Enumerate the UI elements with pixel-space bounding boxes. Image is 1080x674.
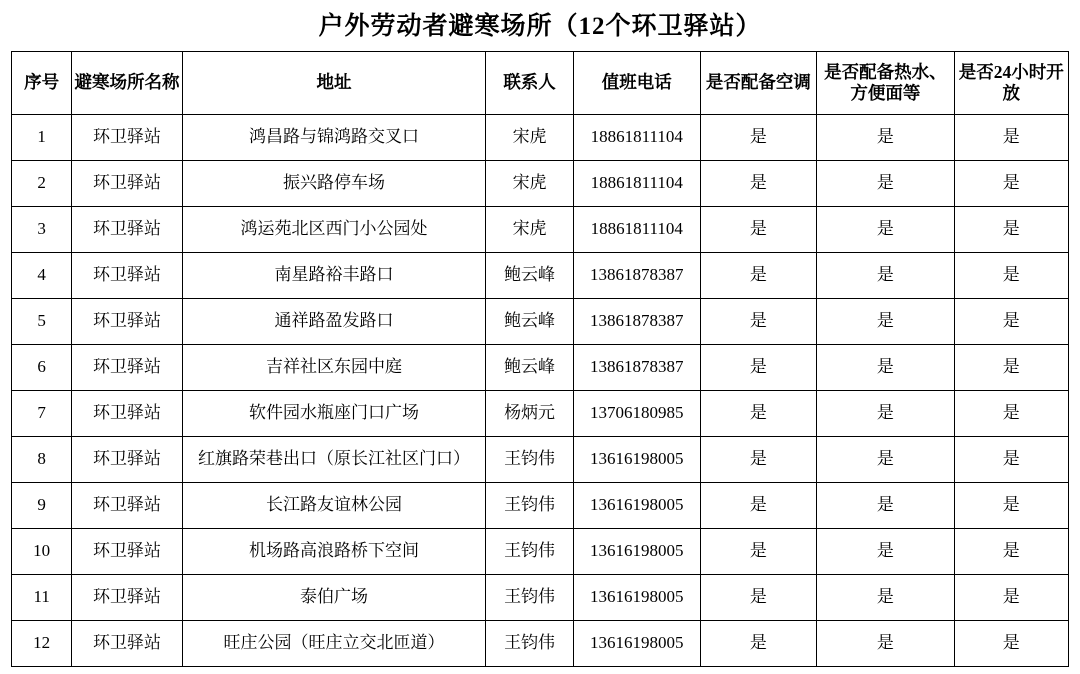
cell-index: 9 bbox=[12, 483, 72, 529]
cell-hot-water: 是 bbox=[817, 621, 954, 667]
cell-open-24h: 是 bbox=[954, 161, 1069, 207]
cell-phone: 13616198005 bbox=[573, 529, 700, 575]
cell-air-conditioning: 是 bbox=[700, 437, 817, 483]
table-header bbox=[12, 52, 1069, 115]
cell-address: 通祥路盈发路口 bbox=[182, 299, 486, 345]
cell-phone: 13706180985 bbox=[573, 391, 700, 437]
column-header-address: 地址 bbox=[182, 52, 486, 115]
cell-hot-water: 是 bbox=[817, 437, 954, 483]
cell-contact: 鲍云峰 bbox=[486, 299, 573, 345]
cell-air-conditioning: 是 bbox=[700, 345, 817, 391]
cell-contact: 宋虎 bbox=[486, 161, 573, 207]
cell-air-conditioning: 是 bbox=[700, 621, 817, 667]
cell-hot-water: 是 bbox=[817, 483, 954, 529]
cell-name: 环卫驿站 bbox=[72, 391, 182, 437]
table-body bbox=[12, 115, 1069, 667]
cell-contact: 宋虎 bbox=[486, 115, 573, 161]
column-header-index: 序号 bbox=[12, 52, 72, 115]
cell-open-24h: 是 bbox=[954, 299, 1069, 345]
table-row bbox=[12, 529, 1069, 575]
cell-index: 1 bbox=[12, 115, 72, 161]
cell-address: 鸿运苑北区西门小公园处 bbox=[182, 207, 486, 253]
cell-contact: 王钧伟 bbox=[486, 575, 573, 621]
cell-name: 环卫驿站 bbox=[72, 115, 182, 161]
table-row bbox=[12, 207, 1069, 253]
cell-name: 环卫驿站 bbox=[72, 529, 182, 575]
table-row bbox=[12, 483, 1069, 529]
cell-name: 环卫驿站 bbox=[72, 253, 182, 299]
table-header-row bbox=[12, 52, 1069, 115]
cell-hot-water: 是 bbox=[817, 253, 954, 299]
shelter-locations-table bbox=[11, 51, 1069, 667]
table-row bbox=[12, 161, 1069, 207]
cell-air-conditioning: 是 bbox=[700, 575, 817, 621]
cell-index: 2 bbox=[12, 161, 72, 207]
cell-address: 软件园水瓶座门口广场 bbox=[182, 391, 486, 437]
cell-index: 12 bbox=[12, 621, 72, 667]
cell-phone: 13616198005 bbox=[573, 575, 700, 621]
table-row bbox=[12, 621, 1069, 667]
cell-contact: 王钧伟 bbox=[486, 483, 573, 529]
cell-contact: 王钧伟 bbox=[486, 437, 573, 483]
cell-address: 南星路裕丰路口 bbox=[182, 253, 486, 299]
column-header-name: 避寒场所名称 bbox=[72, 52, 182, 115]
cell-open-24h: 是 bbox=[954, 115, 1069, 161]
table-row bbox=[12, 575, 1069, 621]
page-title: 户外劳动者避寒场所（12个环卫驿站） bbox=[318, 13, 762, 40]
table-row bbox=[12, 437, 1069, 483]
cell-contact: 杨炳元 bbox=[486, 391, 573, 437]
cell-address: 旺庄公园（旺庄立交北匝道） bbox=[182, 621, 486, 667]
cell-air-conditioning: 是 bbox=[700, 253, 817, 299]
cell-name: 环卫驿站 bbox=[72, 621, 182, 667]
cell-address: 振兴路停车场 bbox=[182, 161, 486, 207]
cell-contact: 宋虎 bbox=[486, 207, 573, 253]
cell-phone: 13861878387 bbox=[573, 253, 700, 299]
cell-open-24h: 是 bbox=[954, 253, 1069, 299]
cell-air-conditioning: 是 bbox=[700, 529, 817, 575]
cell-index: 7 bbox=[12, 391, 72, 437]
cell-index: 10 bbox=[12, 529, 72, 575]
column-header-hot-water: 是否配备热水、方便面等 bbox=[817, 52, 954, 115]
cell-index: 11 bbox=[12, 575, 72, 621]
table-row bbox=[12, 391, 1069, 437]
cell-phone: 13861878387 bbox=[573, 299, 700, 345]
cell-air-conditioning: 是 bbox=[700, 207, 817, 253]
cell-hot-water: 是 bbox=[817, 115, 954, 161]
cell-hot-water: 是 bbox=[817, 575, 954, 621]
cell-hot-water: 是 bbox=[817, 391, 954, 437]
cell-index: 6 bbox=[12, 345, 72, 391]
cell-hot-water: 是 bbox=[817, 529, 954, 575]
cell-phone: 13861878387 bbox=[573, 345, 700, 391]
column-header-open-24h: 是否24小时开放 bbox=[954, 52, 1069, 115]
column-header-air-conditioning: 是否配备空调 bbox=[700, 52, 817, 115]
cell-name: 环卫驿站 bbox=[72, 345, 182, 391]
cell-phone: 18861811104 bbox=[573, 207, 700, 253]
cell-name: 环卫驿站 bbox=[72, 207, 182, 253]
cell-hot-water: 是 bbox=[817, 161, 954, 207]
cell-air-conditioning: 是 bbox=[700, 161, 817, 207]
table-row bbox=[12, 115, 1069, 161]
table-row bbox=[12, 253, 1069, 299]
column-header-contact: 联系人 bbox=[486, 52, 573, 115]
cell-air-conditioning: 是 bbox=[700, 483, 817, 529]
cell-name: 环卫驿站 bbox=[72, 483, 182, 529]
cell-air-conditioning: 是 bbox=[700, 299, 817, 345]
cell-open-24h: 是 bbox=[954, 345, 1069, 391]
cell-name: 环卫驿站 bbox=[72, 437, 182, 483]
cell-address: 泰伯广场 bbox=[182, 575, 486, 621]
cell-name: 环卫驿站 bbox=[72, 575, 182, 621]
table-row bbox=[12, 299, 1069, 345]
cell-name: 环卫驿站 bbox=[72, 299, 182, 345]
cell-phone: 18861811104 bbox=[573, 161, 700, 207]
cell-index: 8 bbox=[12, 437, 72, 483]
cell-open-24h: 是 bbox=[954, 391, 1069, 437]
cell-contact: 鲍云峰 bbox=[486, 345, 573, 391]
cell-open-24h: 是 bbox=[954, 621, 1069, 667]
cell-phone: 13616198005 bbox=[573, 437, 700, 483]
cell-address: 红旗路荣巷出口（原长江社区门口） bbox=[182, 437, 486, 483]
cell-phone: 18861811104 bbox=[573, 115, 700, 161]
cell-open-24h: 是 bbox=[954, 437, 1069, 483]
cell-phone: 13616198005 bbox=[573, 483, 700, 529]
cell-index: 4 bbox=[12, 253, 72, 299]
cell-open-24h: 是 bbox=[954, 207, 1069, 253]
cell-contact: 王钧伟 bbox=[486, 621, 573, 667]
cell-index: 3 bbox=[12, 207, 72, 253]
cell-open-24h: 是 bbox=[954, 575, 1069, 621]
cell-open-24h: 是 bbox=[954, 483, 1069, 529]
cell-hot-water: 是 bbox=[817, 299, 954, 345]
cell-address: 鸿昌路与锦鸿路交叉口 bbox=[182, 115, 486, 161]
cell-address: 长江路友谊林公园 bbox=[182, 483, 486, 529]
cell-address: 机场路高浪路桥下空间 bbox=[182, 529, 486, 575]
cell-index: 5 bbox=[12, 299, 72, 345]
cell-phone: 13616198005 bbox=[573, 621, 700, 667]
cell-air-conditioning: 是 bbox=[700, 115, 817, 161]
column-header-phone: 值班电话 bbox=[573, 52, 700, 115]
cell-name: 环卫驿站 bbox=[72, 161, 182, 207]
cell-hot-water: 是 bbox=[817, 207, 954, 253]
table-row bbox=[12, 345, 1069, 391]
cell-contact: 王钧伟 bbox=[486, 529, 573, 575]
cell-address: 吉祥社区东园中庭 bbox=[182, 345, 486, 391]
cell-open-24h: 是 bbox=[954, 529, 1069, 575]
cell-contact: 鲍云峰 bbox=[486, 253, 573, 299]
cell-air-conditioning: 是 bbox=[700, 391, 817, 437]
cell-hot-water: 是 bbox=[817, 345, 954, 391]
